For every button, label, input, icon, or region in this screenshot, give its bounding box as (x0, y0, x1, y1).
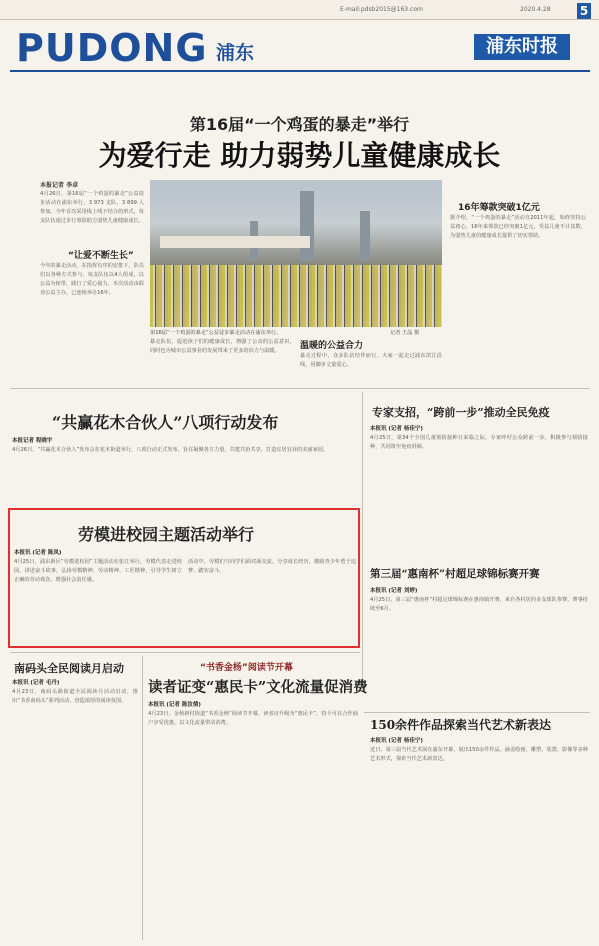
art-body: 近日，第三届当代艺术展在浦东开幕，展出150余件作品，涵盖绘画、雕塑、装置、影像等多种艺术形式，探索当代艺术新表达。 (370, 747, 588, 762)
date-text: 2020.4.28 (520, 6, 551, 13)
email-text: E-mail:pdsb2015@163.com (340, 6, 423, 13)
masthead (10, 20, 590, 72)
photo-credit: 记者 王晶 摄 (390, 330, 420, 336)
lead-byline: 本报记者 李卓 (40, 182, 79, 189)
labor-byline: 本报讯 (记者 陈凤) (14, 550, 62, 556)
reading-headline: 南码头全民阅读月启动 (14, 662, 124, 675)
art-byline: 本报讯 (记者 杨佳宁) (370, 738, 423, 744)
huinan-body: 4月25日，第三届“惠南杯”村超足球锦标赛在惠南镇开赛，来自各村居的多支球队参赛，赛事持续至6月。 (370, 597, 588, 612)
clinic-body: 4月25日，第34个全国儿童预防接种日来临之际，专家呼吁公众跨前一步，积极参与预防接种，共同筑牢免疫屏障。 (370, 435, 588, 450)
lead-subhead-mid: 温暖的公益合力 (300, 341, 364, 351)
lead-body-mid: 暴走队伍，促进孩子们的健康成长，增强了公众的公益意识，同时也为城市公益事业的发展带来了更多的活力与温暖。 (150, 339, 295, 354)
lead-subhead-left: “让爱不断生长” (68, 251, 134, 261)
reading-byline: 本报讯 (记者 毛丹) (12, 680, 60, 686)
photo-crowd (150, 265, 442, 327)
lead-headline: 为爱行走 助力弱势儿童健康成长 (98, 139, 501, 172)
section-divider (10, 652, 360, 653)
labor-body-2: 活动中，劳模们与同学们面对面交流，分享成长经历，激励青少年勇于追梦、踏实奋斗。 (188, 559, 356, 574)
lead-subhead-right: 16年筹款突破1亿元 (458, 203, 540, 213)
photo-tower (300, 191, 314, 261)
column-divider (362, 392, 363, 692)
top-info-strip (0, 0, 599, 20)
huinan-byline: 本报讯 (记者 刘婷) (370, 588, 418, 594)
masthead-rule (10, 70, 590, 72)
book-headline: 读者证变“惠民卡”文化流量促消费 (148, 679, 368, 696)
lead-body-mid-2: 暴走过程中，众多队伍结伴而行，大家一起走过浦东滨江沿线，用脚步丈量爱心。 (300, 353, 442, 368)
photo-tower (360, 211, 370, 261)
page-number: 5 (577, 3, 591, 19)
lead-body-left: 4月26日，第16届“一个鸡蛋的暴走”公益徒步活动在浦东举行，3 973 支队、3 899 人参加。今年首次采用线上线下结合的形式，每支队伍通过步行筹款助力弱势儿童健康成长。 (40, 191, 144, 224)
reading-body: 4月23日，南码头路街道全民阅读月活动启动，推出“书香南码头”系列活动，营造浓厚的阅读氛围。 (12, 689, 138, 704)
book-byline: 本报讯 (记者 陈汝倩) (148, 702, 201, 708)
labor-body: 4月25日，浦东新区“劳模进校园”主题活动在张江举行，劳模代表走进校园，讲述奋斗故事，弘扬劳模精神、劳动精神、工匠精神，引导学生树立正确的劳动观念，增强社会责任感。 (14, 559, 182, 583)
lead-photo (150, 180, 442, 327)
art-headline: 150余件作品探索当代艺术新表达 (370, 718, 552, 732)
section-divider (10, 388, 590, 389)
clinic-headline: 专家支招，“跨前一步”推动全民免疫 (372, 406, 550, 419)
paper-logo: 浦东时报 (474, 34, 570, 60)
flower-byline: 本报记者 程晓宇 (12, 438, 53, 444)
column-divider (142, 656, 143, 940)
huinan-headline: 第三届“惠南杯”村超足球锦标赛开赛 (370, 568, 540, 580)
labor-headline: 劳模进校园主题活动举行 (78, 525, 255, 544)
photo-banner (160, 236, 310, 248)
section-title-en: PUDONG (16, 26, 208, 70)
lead-body-right: 据介绍，“一个鸡蛋的暴走”活动自2011年起，始终坚持公益初心，16年来筹款已经突破1亿元，受益儿童不计其数，为弱势儿童的健康成长提供了切实帮助。 (450, 215, 586, 239)
lead-body-left-2: 今年的暴走活动，在指挥有序的安排下，队员们以各种方式参与，每支队伍以4人组成，以公益为纽带，践行了爱心接力。本次活动由联劝公益主办，已连续举办16年。 (40, 263, 144, 296)
section-title-cn: 浦东 (216, 42, 255, 64)
section-divider (364, 712, 590, 713)
flower-body: 4月26日，“共赢花木合伙人”发布会在花木街道举行，八项行动正式发布，旨在凝聚各方力量，共建共治共享，打造宜居宜业的美丽家园。 (12, 447, 329, 453)
lead-kicker: 第16届“一个鸡蛋的暴走”举行 (189, 115, 410, 134)
photo-caption: 第16届“一个鸡蛋的暴走”公益徒步暴走活动在浦东举行。 (150, 330, 282, 336)
book-kicker: “书香金杨”阅读节开幕 (200, 663, 293, 673)
book-body: 4月23日，金杨新村街道“书香金杨”阅读节开幕，读者证升级为“惠民卡”，持卡可在合作商户享受优惠，以文化流量带动消费。 (148, 711, 358, 726)
clinic-byline: 本报讯 (记者 杨佳宁) (370, 426, 423, 432)
flower-headline: “共赢花木合伙人”八项行动发布 (52, 413, 279, 432)
